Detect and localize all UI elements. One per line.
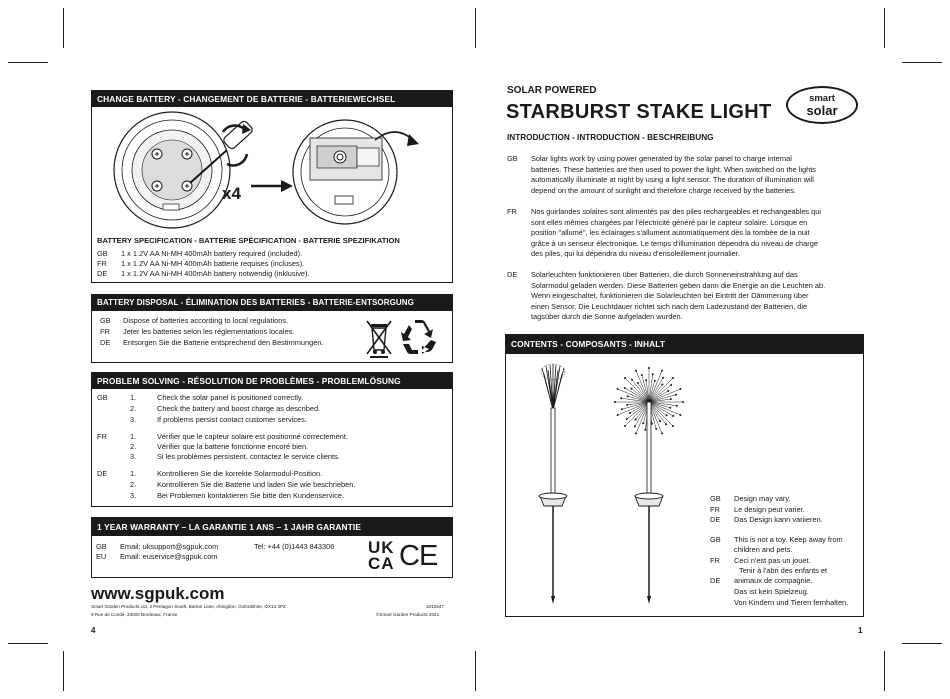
starburst-tip	[637, 382, 639, 384]
spec-code: DE	[97, 269, 108, 278]
intro-line: einen Sensor. Die Leuchtdauer richtet sich nach dem Ladezustand der Batterien, die	[531, 301, 808, 311]
crop-mark	[63, 651, 64, 691]
change-battery-heading: CHANGE BATTERY - CHANGEMENT DE BATTERIE - BATTERIEWECHSEL	[91, 90, 453, 107]
design-text: Le design peut varier.	[734, 505, 805, 514]
battery-illustration	[95, 110, 449, 232]
step-text: Check the solar panel is positioned correctly.	[157, 393, 304, 402]
crop-mark	[8, 62, 48, 63]
spec-text: 1 x 1.2V AA Ni-MH 400mAh battery required (included).	[121, 249, 303, 258]
problem-code: GB	[97, 393, 108, 402]
starburst-tip	[634, 425, 636, 427]
starburst-tip	[617, 414, 619, 416]
crop-mark	[902, 62, 942, 63]
starburst-ray	[622, 402, 649, 409]
toy-code: GB	[710, 535, 721, 544]
intro-line: position "allumé", les éclairages s'allument automatiquement dès la tombée de la nuit	[531, 228, 810, 238]
starburst-ray	[649, 395, 676, 402]
page-number-left: 4	[91, 626, 96, 635]
battery-spec-heading: BATTERY SPECIFICATION - BATTERIE SPÉCIFICATION - BATTERIE SPEZIFIKATION	[97, 236, 400, 245]
crop-mark	[884, 651, 885, 691]
product-subtitle: SOLAR POWERED	[507, 85, 597, 96]
crop-mark	[63, 8, 64, 48]
intro-line: grâce à un senseur électronique. Le temps d'illumination dépendra du niveau de charge	[531, 238, 818, 248]
starburst-tip	[655, 428, 657, 430]
disposal-code: GB	[100, 316, 111, 325]
intro-text-de	[531, 270, 861, 323]
starburst-tip	[644, 429, 646, 431]
starburst-tip	[626, 418, 628, 420]
starburst-tip	[614, 401, 616, 403]
starburst-tip	[626, 404, 628, 406]
starburst-tip	[627, 395, 629, 397]
battery-count-label: x4	[222, 184, 241, 203]
starburst-tip	[672, 425, 674, 427]
starburst-tip	[672, 377, 674, 379]
step-number: 2.	[130, 480, 137, 489]
toy-text: This is not a toy. Keep away from	[734, 535, 843, 544]
product-code: 1012547	[426, 604, 444, 609]
intro-line: Solar lights work by using power generated by the solar panel to charge internal	[531, 154, 792, 163]
ukca-mark-bottom: CA	[368, 554, 395, 573]
address-line-1: Smart Garden Products Ltd, 2 Pentagon South, Barton Lane, Abingdon, Oxfordshire, OX14 3PZ	[91, 604, 286, 609]
intro-line: sont elles mêmes chargées par l'électricité généré par le capteur solaire. Lorsque en	[531, 217, 808, 227]
starburst-tip	[641, 374, 643, 376]
design-code: FR	[710, 505, 720, 514]
ukca-mark-top: UK	[368, 538, 395, 557]
disposal-code: DE	[100, 338, 111, 347]
intro-line: Solarleuchten funktionieren über Batterien, die durch Sonneneinstrahlung auf das	[531, 270, 798, 279]
spec-code: GB	[97, 249, 108, 258]
starburst-tip	[670, 398, 672, 400]
starburst-tip	[631, 388, 633, 390]
starburst-tip	[654, 380, 656, 382]
ce-mark: CE	[399, 540, 438, 572]
toy-text: animaux de compagnie.	[734, 576, 813, 585]
step-text: If problems persist contact customer services.	[157, 415, 307, 424]
starburst-tip	[635, 419, 637, 421]
solar-unit-base-icon	[114, 112, 230, 228]
stake-lights-illustration	[520, 360, 700, 610]
warranty-heading: 1 YEAR WARRANTY – LA GARANTIE 1 ANS – 1 JAHR GARANTIE	[91, 517, 453, 536]
starburst-tip	[672, 415, 674, 417]
step-number: 2.	[130, 404, 137, 413]
starburst-tip	[682, 401, 684, 403]
starburst-tip	[617, 388, 619, 390]
intro-line: tagsüber durch die Sonne aufgeladen wurden.	[531, 312, 683, 322]
starburst-tip	[624, 425, 626, 427]
website-url[interactable]: www.sgpuk.com	[91, 584, 225, 603]
step-text: Vérifier que le capteur solaire est positionné correctement.	[157, 432, 349, 441]
smart-solar-logo	[786, 86, 858, 124]
starburst-tip	[624, 387, 626, 389]
spec-text: 1 x 1.2V AA Ni-MH 400mAh battery notwendig (inklusive).	[121, 269, 310, 278]
logo-word-solar: solar	[806, 103, 838, 118]
step-number: 3.	[130, 452, 137, 461]
starburst-stake-body-icon	[635, 402, 663, 604]
battery-disposal-heading: BATTERY DISPOSAL - ÉLIMINATION DES BATTERIES - BATTERIE-ENTSORGUNG	[91, 294, 453, 311]
design-code: DE	[710, 515, 721, 524]
starburst-tip	[666, 414, 668, 416]
toy-text: children and pets.	[734, 545, 793, 554]
step-number: 1.	[130, 432, 137, 441]
design-code: GB	[710, 494, 721, 503]
intro-line: automatically illuminate at night by using a light sensor. The duration of illumination will	[531, 175, 814, 185]
toy-text: Tenir à l'abri des enfants et	[739, 566, 828, 575]
intro-line: Nos guirlandes solaires sont alimentés par des piles rechargeables et rechangeables qui	[531, 207, 822, 216]
intro-code-de: DE	[507, 270, 518, 279]
intro-text-fr	[531, 207, 861, 260]
starburst-tip	[629, 412, 631, 414]
crop-mark	[8, 643, 48, 644]
copyright: ©Smart Garden Products 2021	[376, 612, 440, 617]
warranty-tel-gb: Tel: +44 (0)1443 843306	[254, 542, 335, 551]
recycle-icon	[400, 320, 438, 356]
starburst-tip	[675, 394, 677, 396]
starburst-tip	[648, 367, 650, 369]
step-number: 3.	[130, 415, 137, 424]
starburst-tip	[661, 370, 663, 372]
starburst-tip	[624, 377, 626, 379]
starburst-tip	[665, 423, 667, 425]
logo-word-smart: smart	[809, 93, 835, 104]
spec-code: FR	[97, 259, 107, 268]
starburst-tip	[645, 379, 647, 381]
crop-mark	[884, 8, 885, 48]
toy-text: Ceci n'est pas un jouet.	[734, 556, 811, 565]
intro-code-fr: FR	[507, 207, 517, 216]
step-number: 3.	[130, 491, 137, 500]
intro-text-gb	[531, 154, 861, 196]
intro-line: des piles, qui lui dépendra du niveau d'ensoleillement journalier.	[531, 249, 740, 259]
starburst-tip	[662, 377, 664, 379]
toy-code: DE	[710, 576, 721, 585]
starburst-tip	[642, 422, 644, 424]
starburst-tip	[661, 432, 663, 434]
starburst-tip	[670, 384, 672, 386]
starburst-tip	[659, 420, 661, 422]
product-title: STARBURST STAKE LIGHT	[506, 101, 772, 123]
step-text: Si les problèmes persistent, contactez le service clients.	[157, 452, 340, 461]
crossed-bin-icon	[364, 318, 394, 358]
disposal-code: FR	[100, 327, 110, 336]
warranty-code-eu: EU	[96, 552, 107, 561]
step-number: 1.	[130, 469, 137, 478]
fibre-stake-light-icon	[539, 364, 567, 604]
intro-line: batteries. These batteries are then used to power the light. When switched on the lights	[531, 164, 816, 174]
battery-compartment-icon	[293, 120, 419, 224]
step-text: Vérifier que la batterie fonctionne encoré bien.	[157, 442, 309, 451]
address-line-2: 9 Rue de Condé, 33000 Bordeaux, France	[91, 612, 178, 617]
starburst-tip	[621, 408, 623, 410]
starburst-tip	[667, 390, 669, 392]
step-text: Check the battery and boost charge as described.	[157, 404, 321, 413]
design-text: Das Design kann variieren.	[734, 515, 823, 524]
intro-heading: INTRODUCTION - INTRODUCTION - BESCHREIBUNG	[507, 133, 714, 142]
starburst-tip	[676, 405, 678, 407]
step-text: Kontrollieren Sie die korrekte Solarmodul-Position.	[157, 469, 323, 478]
step-text: Bei Problemen kontaktieren Sie bitte den Kundenservice.	[157, 491, 344, 500]
spec-text: 1 x 1.2V AA Ni-MH 400mAh batterie requises (incluses).	[121, 259, 305, 268]
disposal-text: Entsorgen Sie die Batterie entsprechend den Bestimmungen.	[123, 338, 324, 347]
crop-mark	[475, 651, 476, 691]
step-text: Kontrollieren Sie die Batterie und laden Sie wie beschrieben.	[157, 480, 356, 489]
crop-mark	[902, 643, 942, 644]
disposal-text: Jeter les batteries selon les réglementations locales.	[123, 327, 295, 336]
page-number-right: 1	[858, 626, 863, 635]
warranty-email-gb[interactable]: Email: uksupport@sgpuk.com	[120, 542, 219, 551]
arrow-right-icon	[251, 180, 293, 192]
intro-line: Solarmodul geladen werden. Diese Batterien geben dann die Energie an die Leuchten ab.	[531, 280, 826, 290]
starburst-tip	[635, 432, 637, 434]
problem-solving-heading: PROBLEM SOLVING - RÉSOLUTION DE PROBLÈMES - PROBLEMLÖSUNG	[91, 372, 453, 389]
starburst-tip	[661, 384, 663, 386]
toy-text: Von Kindern und Tieren fernhalten.	[734, 598, 849, 607]
intro-code-gb: GB	[507, 154, 518, 163]
warranty-email-eu[interactable]: Email: euservice@sgpuk.com	[120, 552, 218, 561]
crop-mark	[475, 8, 476, 48]
starburst-tip	[631, 379, 633, 381]
intro-line: depend on the amount of sunlight and therefore charge received by the batteries.	[531, 185, 797, 195]
toy-code: FR	[710, 556, 720, 565]
contents-heading: CONTENTS - COMPOSANTS - INHALT	[505, 334, 864, 354]
starburst-tip	[669, 407, 671, 409]
toy-text: Das ist kein Spielzeug.	[734, 587, 809, 596]
starburst-tip	[635, 370, 637, 372]
starburst-tip	[679, 414, 681, 416]
starburst-tip	[620, 397, 622, 399]
step-number: 2.	[130, 442, 137, 451]
problem-code: DE	[97, 469, 108, 478]
starburst-tip	[679, 388, 681, 390]
starburst-ray	[642, 375, 649, 402]
disposal-text: Dispose of batteries according to local regulations.	[123, 316, 289, 325]
intro-line: Wenn eingeschaltet, funktionieren die Solarleuchten bei Eintritt der Dämmerung über	[531, 291, 809, 301]
starburst-tip	[652, 373, 654, 375]
design-text: Design may vary.	[734, 494, 791, 503]
problem-code: FR	[97, 432, 107, 441]
warranty-code-gb: GB	[96, 542, 107, 551]
step-number: 1.	[130, 393, 137, 402]
